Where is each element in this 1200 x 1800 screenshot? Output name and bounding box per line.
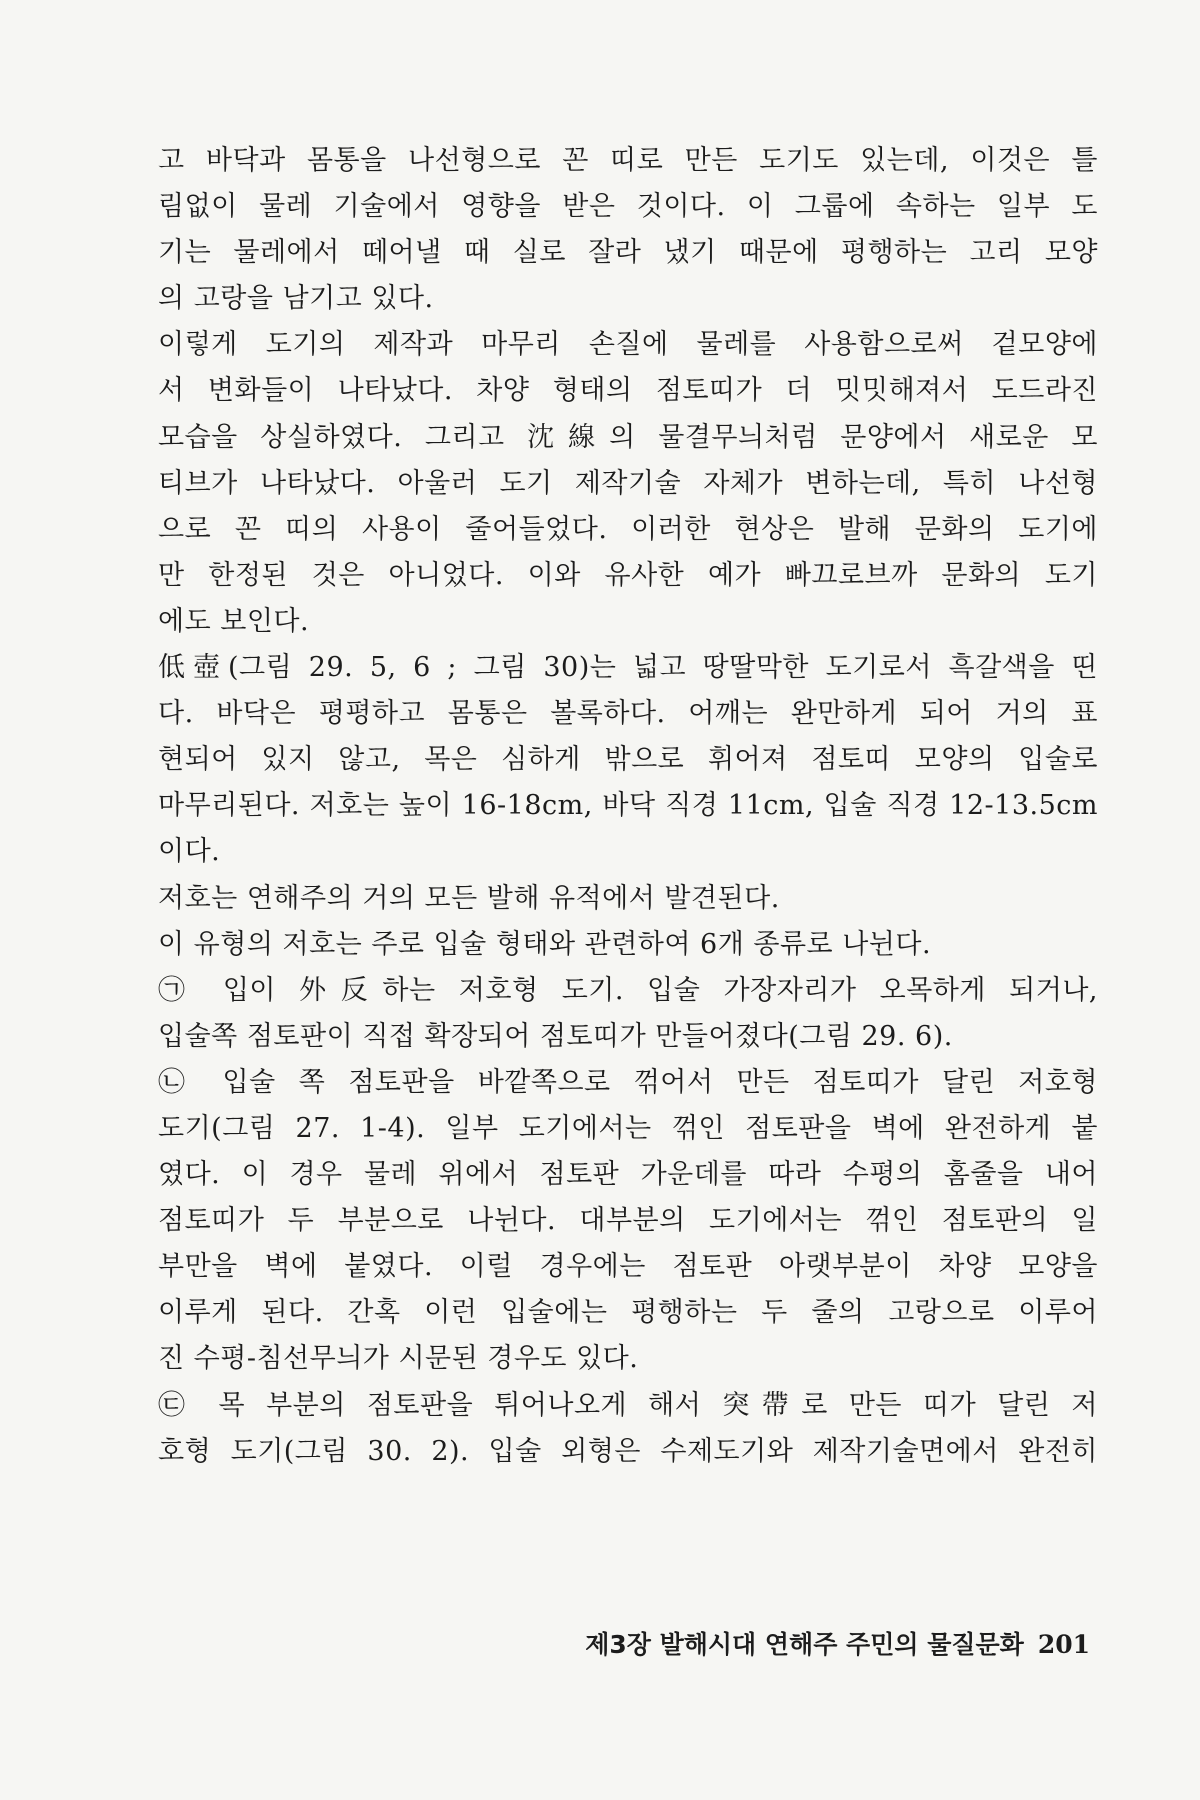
text-line: 고 바닥과 몸통을 나선형으로 꼰 띠로 만든 도기도 있는데, 이것은 틀 <box>158 145 1098 176</box>
text-line: 부만을 벽에 붙였다. 이럴 경우에는 점토판 아랫부분이 차양 모양을 <box>158 1251 1098 1283</box>
text-line: 의 고랑을 남기고 있다. <box>158 283 434 315</box>
body-text <box>158 138 1098 1475</box>
text-line: 만 한정된 것은 아니었다. 이와 유사한 예가 빠끄로브까 문화의 도기 <box>158 559 1098 591</box>
text-line: 티브가 나타났다. 아울러 도기 제작기술 자체가 변하는데, 특히 나선형 <box>158 467 1098 499</box>
text-line: ㉠ 입이 外反하는 저호형 도기. 입술 가장자리가 오목하게 되거나, <box>158 974 1098 1006</box>
text-line: 이다. <box>158 836 221 868</box>
page-footer <box>570 1625 1090 1661</box>
text-line: 호형 도기(그림 30. 2). 입술 외형은 수제도기와 제작기술면에서 완전히 <box>158 1435 1098 1467</box>
text-line: ㉡ 입술 쪽 점토판을 바깥쪽으로 꺾어서 만든 점토띠가 달린 저호형 <box>158 1066 1098 1098</box>
text-line: 였다. 이 경우 물레 위에서 점토판 가운데를 따라 수평의 홈줄을 내어 <box>158 1159 1098 1191</box>
text-line: 이 유형의 저호는 주로 입술 형태와 관련하여 6개 종류로 나뉜다. <box>158 928 932 960</box>
text-line: 기는 물레에서 떼어낼 때 실로 잘라 냈기 때문에 평행하는 고리 모양 <box>158 237 1098 269</box>
text-line: 입술쪽 점토판이 직접 확장되어 점토띠가 만들어졌다(그림 29. 6). <box>158 1020 953 1052</box>
text-line: 에도 보인다. <box>158 605 310 637</box>
text-line: 이루게 된다. 간혹 이런 입술에는 평행하는 두 줄의 고랑으로 이루어 <box>158 1297 1098 1329</box>
text-line: 이렇게 도기의 제작과 마무리 손질에 물레를 사용함으로써 겉모양에 <box>158 329 1098 361</box>
text-line: 마무리된다. 저호는 높이 16-18cm, 바닥 직경 11cm, 입술 직경 12-13.5cm <box>158 790 1098 822</box>
text-line: 진 수평-침선무늬가 시문된 경우도 있다. <box>158 1343 639 1375</box>
text-line: 서 변화들이 나타났다. 차양 형태의 점토띠가 더 밋밋해져서 도드라진 <box>158 375 1098 407</box>
text-line: 저호는 연해주의 거의 모든 발해 유적에서 발견된다. <box>158 882 780 914</box>
text-line: ㉢ 목 부분의 점토판을 튀어나오게 해서 突帶로 만든 띠가 달린 저 <box>158 1389 1098 1421</box>
text-line: 림없이 물레 기술에서 영향을 받은 것이다. 이 그룹에 속하는 일부 도 <box>158 191 1098 223</box>
text-line: 으로 꼰 띠의 사용이 줄어들었다. 이러한 현상은 발해 문화의 도기에 <box>158 513 1098 545</box>
text-line: 도기(그림 27. 1-4). 일부 도기에서는 꺾인 점토판을 벽에 완전하게 붙 <box>158 1112 1098 1144</box>
running-title: 제3장 발해시대 연해주 주민의 물질문화 <box>585 1630 1024 1659</box>
text-line: 현되어 있지 않고, 목은 심하게 밖으로 휘어져 점토띠 모양의 입술로 <box>158 744 1098 776</box>
text-line: 점토띠가 두 부분으로 나뉜다. 대부분의 도기에서는 꺾인 점토판의 일 <box>158 1205 1098 1237</box>
text-line: 다. 바닥은 평평하고 몸통은 볼록하다. 어깨는 완만하게 되어 거의 표 <box>158 698 1098 730</box>
text-line: 모습을 상실하였다. 그리고 沈線의 물결무늬처럼 문양에서 새로운 모 <box>158 421 1098 453</box>
text-line: 低壺(그림 29. 5, 6 ; 그림 30)는 넓고 땅딸막한 도기로서 흑갈색을 띤 <box>158 652 1098 684</box>
page-number: 201 <box>1037 1630 1090 1659</box>
